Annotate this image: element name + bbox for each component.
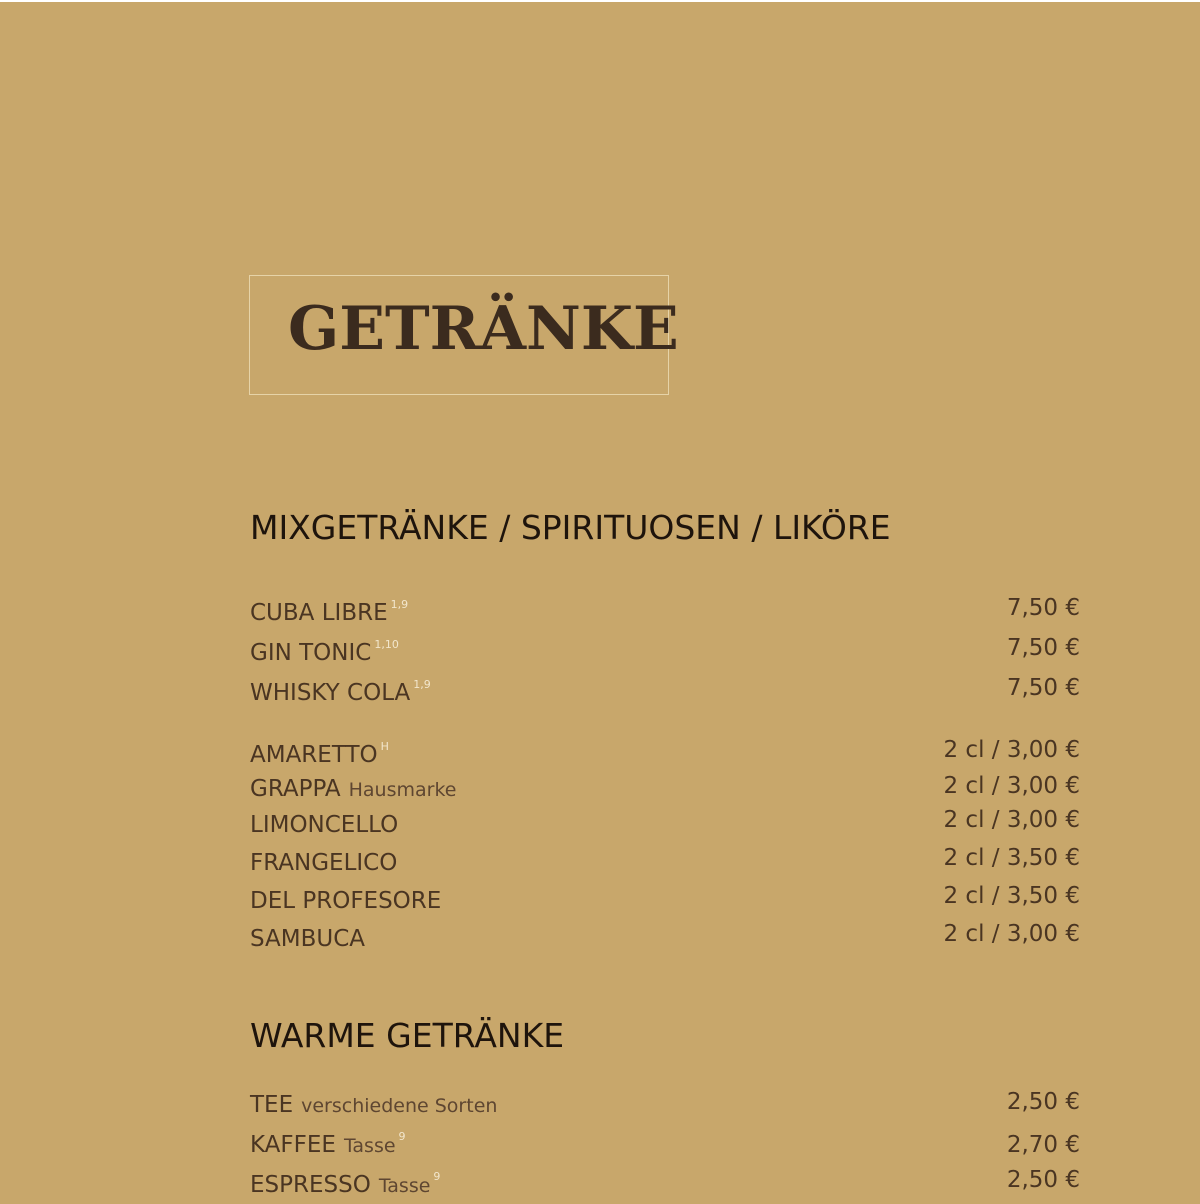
item-price: 2 cl / 3,00 € [943,807,1080,833]
item-label [250,776,456,802]
item-price: 7,50 € [1006,675,1080,701]
item-allergen-note: H [380,740,389,753]
item-allergen-note: 1,9 [413,678,431,691]
menu-item [250,883,1080,922]
item-note: Tasse [343,1135,396,1157]
title-frame [249,275,679,395]
item-name: DEL PROFESORE [250,888,442,914]
item-price: 2,50 € [1006,1089,1080,1115]
item-allergen-note: 1,9 [390,598,409,611]
item-price: 7,50 € [1006,595,1080,621]
item-allergen-note: 9 [433,1170,441,1183]
menu-item [250,675,1080,712]
item-label [250,888,441,914]
menu-item [250,635,1080,672]
item-price: 2 cl / 3,00 € [943,737,1080,763]
item-price: 2,70 € [1006,1132,1080,1158]
menu-item [250,807,1080,846]
menu-item [250,737,1080,774]
menu-item [250,921,1080,960]
item-allergen-note: 9 [398,1130,406,1143]
section-heading-spirits: MIXGETRÄNKE / SPIRITUOSEN / LIKÖRE [250,508,891,547]
item-name: GIN TONIC [250,640,372,666]
item-name: LIMONCELLO [250,812,399,838]
item-name: ESPRESSO [250,1172,371,1198]
menu-item [250,1167,1080,1204]
section-heading-warm-drinks: WARME GETRÄNKE [250,1016,565,1055]
item-note: verschiedene Sorten [301,1095,498,1117]
item-note: Tasse [378,1175,431,1197]
item-note: Hausmarke [348,779,457,801]
top-border-line [0,0,1200,2]
item-name: CUBA LIBRE [250,600,388,626]
item-label [250,1170,440,1198]
item-label [250,850,397,876]
item-price: 2,50 € [1006,1167,1080,1193]
item-name: WHISKY COLA [250,680,411,706]
item-price: 2 cl / 3,00 € [943,773,1080,799]
menu-item [250,845,1080,884]
item-price: 7,50 € [1006,635,1080,661]
page-title: GETRÄNKE [288,294,679,364]
item-label [250,638,399,666]
item-name: AMARETTO [250,742,378,768]
menu-item [250,773,1080,810]
item-label [250,740,389,768]
item-label [250,812,398,838]
menu-item [250,595,1080,632]
item-price: 2 cl / 3,50 € [943,883,1080,909]
item-price: 2 cl / 3,00 € [943,921,1080,947]
item-label [250,598,408,626]
item-price: 2 cl / 3,50 € [943,845,1080,871]
item-allergen-note: 1,10 [374,638,399,651]
item-name: SAMBUCA [250,926,366,952]
item-label [250,1130,406,1158]
item-label [250,1092,497,1118]
item-label [250,678,431,706]
item-name: TEE [250,1092,294,1118]
item-name: KAFFEE [250,1132,336,1158]
item-label [250,926,365,952]
item-name: FRANGELICO [250,850,398,876]
menu-item [250,1089,1080,1126]
item-name: GRAPPA [250,776,341,802]
menu-item [250,1130,1080,1164]
